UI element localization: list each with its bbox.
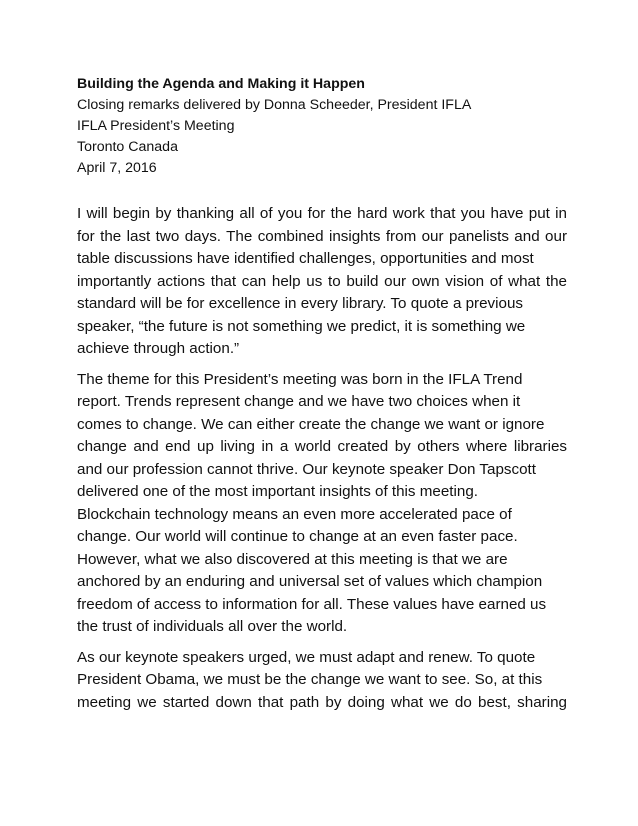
document-title: Building the Agenda and Making it Happen (77, 76, 365, 92)
document-header (77, 74, 567, 179)
paragraph-line: meeting we started down that path by doing what we do best, sharing (77, 693, 567, 711)
paragraph-line: the trust of individuals all over the world. (77, 618, 348, 635)
paragraph-line: President Obama, we must be the change we want to see. So, at this (77, 671, 543, 688)
document-body (77, 203, 567, 714)
document-page (77, 74, 567, 714)
document-subtitle: Closing remarks delivered by Donna Scheeder, President IFLA (77, 97, 472, 113)
paragraph-line: and our profession cannot thrive. Our keynote speaker Don Tapscott (77, 460, 536, 478)
paragraph-line: I will begin by thanking all of you for the hard work that you have put in (77, 205, 567, 222)
paragraph-line: However, what we also discovered at this meeting is that we are (77, 550, 508, 568)
paragraph-line: speaker, “the future is not something we predict, it is something we (77, 317, 526, 335)
paragraph-line: table discussions have identified challenges, opportunities and most (77, 250, 534, 267)
event-location: Toronto Canada (77, 139, 178, 155)
paragraph-line: As our keynote speakers urged, we must adapt and renew. To quote (77, 648, 536, 666)
paragraph-line: comes to change. We can either create the change we want or ignore (77, 415, 545, 433)
paragraph-line: change and end up living in a world created by others where libraries (77, 438, 567, 455)
paragraph-line: standard will be for excellence in every library. To quote a previous (77, 295, 524, 312)
paragraph-line: Blockchain technology means an even more accelerated pace of (77, 505, 512, 523)
paragraph-line: report. Trends represent change and we have two choices when it (77, 393, 521, 410)
paragraph-1 (77, 203, 567, 361)
paragraph-line: freedom of access to information for all. These values have earned us (77, 595, 547, 613)
paragraph-line: change. Our world will continue to change at an even faster pace. (77, 528, 518, 545)
event-name: IFLA President’s Meeting (77, 118, 235, 134)
event-date: April 7, 2016 (77, 160, 157, 176)
paragraph-line: delivered one of the most important insights of this meeting. (77, 483, 478, 500)
paragraph-line: importantly actions that can help us to build our own vision of what the (77, 272, 567, 290)
paragraph-line: for the last two days. The combined insights from our panelists and our (77, 227, 567, 245)
paragraph-line: The theme for this President’s meeting was born in the IFLA Trend (77, 370, 523, 388)
paragraph-line: anchored by an enduring and universal set of values which champion (77, 573, 543, 590)
paragraph-3 (77, 647, 567, 715)
paragraph-line: achieve through action.” (77, 340, 240, 357)
paragraph-2 (77, 369, 567, 639)
